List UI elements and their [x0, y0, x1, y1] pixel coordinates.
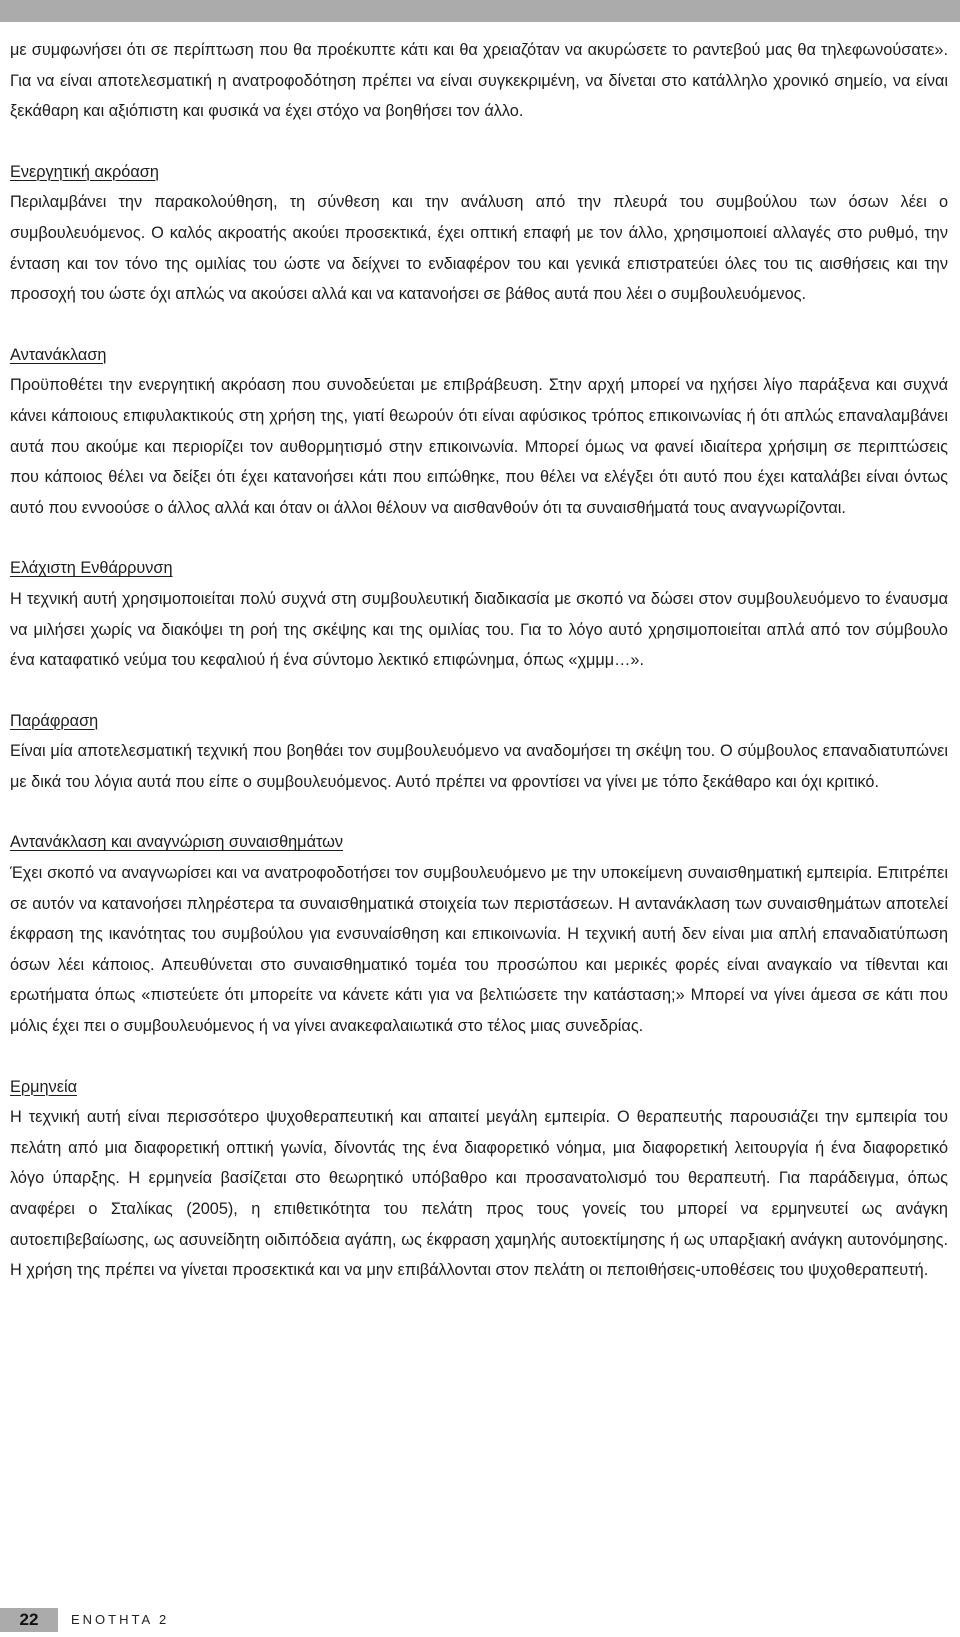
intro-paragraph: με συμφωνήσει ότι σε περίπτωση που θα προέκυπτε κάτι και θα χρειαζόταν να ακυρώσετε το ραντεβού μας θα τηλεφωνούσατε». Για να είναι αποτελεσματική η ανατροφοδότηση πρέπει να είναι συγκεκριμένη, να δίνεται στο κατάλληλο χρονικό σημείο, να είναι ξεκάθαρη και αξιόπιστη και φυσικά να έχει στόχο να βοηθήσει τον άλλο. [10, 41, 948, 121]
section-heading: Αντανάκλαση και αναγνώριση συναισθημάτων [10, 833, 344, 852]
section-heading: Ενεργητική ακρόαση [10, 162, 159, 181]
header-rule [0, 0, 960, 22]
section-heading: Ερμηνεία [10, 1077, 77, 1096]
document-body [10, 35, 948, 1286]
section-feelings-reflection [10, 827, 948, 1041]
section-heading: Ελάχιστη Ενθάρρυνση [10, 559, 173, 578]
section-heading: Παράφραση [10, 711, 99, 730]
chapter-label: ΕΝΟΤΗΤΑ 2 [71, 1612, 170, 1627]
page-number: 22 [0, 1608, 58, 1632]
section-body: Έχει σκοπό να αναγνωρίσει και να ανατροφοδοτήσει τον συμβουλευόμενο με την υποκείμενη συναισθηματική εμπειρία. Επιτρέπει σε αυτόν να κατανοήσει πληρέστερα τα συναισθηματικά στοιχεία των περιστάσεων. Η αντανάκλαση των συναισθημάτων αποτελεί έκφραση της ικανότητας του συμβούλου για ενσυναίσθηση και επικοινωνία. Η τεχνική αυτή δεν είναι μια απλή επαναδιατύπωση όσων λέει κάποιος. Απευθύνεται στο συναισθηματικό τομέα του προσώπου και μερικές φορές είναι αναγκαίο να τίθενται και ερωτήματα όπως «πιστεύετε ότι μπορείτε να κάνετε κάτι για να βελτιώσετε την κατάσταση;» Μπορεί να γίνει άμεσα σε κάτι που μόλις έχει πει ο συμβουλευόμενος ή να γίνει ανακεφαλαιωτικά στο τέλος μιας συνεδρίας. [10, 864, 948, 1036]
section-body: Η τεχνική αυτή χρησιμοποιείται πολύ συχνά στη συμβουλευτική διαδικασία με σκοπό να δώσει στον συμβουλευόμενο το έναυσμα να μιλήσει χωρίς να διακόψει τη ροή της σκέψης και της ομιλίας του. Για το λόγο αυτό χρησιμοποιείται απλά από τον σύμβουλο ένα καταφατικό νεύμα του κεφαλιού ή ένα σύντομο λεκτικό επιφώνημα, όπως «χμμμ…». [10, 589, 948, 670]
section-minimal-encouragement [10, 553, 948, 675]
section-body: Είναι μία αποτελεσματική τεχνική που βοηθάει τον συμβουλευόμενο να αναδομήσει τη σκέψη του. Ο σύμβουλος επαναδιατυπώνει με δικά του λόγια αυτά που είπε ο συμβουλευόμενος. Αυτό πρέπει να φροντίσει να γίνει με τόπο ξεκάθαρο και όχι κριτικό. [10, 742, 948, 791]
section-paraphrase [10, 706, 948, 798]
section-interpretation [10, 1072, 948, 1286]
section-body: Περιλαμβάνει την παρακολούθηση, τη σύνθεση και την ανάλυση από την πλευρά του συμβούλου των όσων λέει ο συμβουλευόμενος. Ο καλός ακροατής ακούει προσεκτικά, έχει οπτική επαφή με τον άλλο, χρησιμοποιεί αλλαγές στο ρυθμό, την ένταση και τον τόνο της ομιλίας του ώστε να δείχνει το ενδιαφέρον του και γενικά επιστρατεύει όλες του τις αισθήσεις και την προσοχή του ώστε όχι απλώς να ακούσει αλλά και να κατανοήσει σε βάθος αυτά που λέει ο συμβουλευόμενος. [10, 193, 948, 304]
section-reflection [10, 340, 948, 524]
page-footer [0, 1602, 960, 1637]
section-body: Προϋποθέτει την ενεργητική ακρόαση που συνοδεύεται με επιβράβευση. Στην αρχή μπορεί να ηχήσει λίγο παράξενα και συχνά κάνει κάποιους επιφυλακτικούς στη χρήση της, γιατί θεωρούν ότι είναι αφύσικος τρόπος επικοινωνίας ή ότι απλώς επαναλαμβάνει αυτά που ακούμε και περιορίζει τον αυθορμητισμό στην επικοινωνία. Μπορεί όμως να φανεί ιδιαίτερα χρήσιμη σε περιπτώσεις που κάποιος θέλει να δείξει ότι έχει κατανοήσει κάτι που ειπώθηκε, που θέλει να ελέγξει ότι αυτό που έχει καταλάβει είναι όντως αυτό που εννοούσε ο άλλος αλλά και όταν οι άλλοι θέλουν να αισθανθούν ότι τα συναισθήματά τους αναγνωρίζονται. [10, 376, 948, 517]
section-active-listening [10, 157, 948, 310]
section-heading: Αντανάκλαση [10, 345, 107, 364]
section-body: Η τεχνική αυτή είναι περισσότερο ψυχοθεραπευτική και απαιτεί μεγάλη εμπειρία. Ο θεραπευτής παρουσιάζει την εμπειρία του πελάτη από μια διαφορετική οπτική γωνία, δίνοντάς της ένα διαφορετικό νόημα, μια διαφορετική λειτουργία ή ένα διαφορετικό λόγο ύπαρξης. Η ερμηνεία βασίζεται στο θεωρητικό υπόβαθρο και προσανατολισμό του θεραπευτή. Για παράδειγμα, όπως αναφέρει ο Σταλίκας (2005), η επιθετικότητα του πελάτη προς τους γονείς του μπορεί να ερμηνευτεί ως ανάγκη αυτοεπιβεβαίωσης, ως ασυνείδητη οιδιπόδεια αγάπη, ως έκφραση χαμηλής αυτοεκτίμησης ή ως υπαρξιακή ανάγκη αυτονόμησης. Η χρήση της πρέπει να γίνεται προσεκτικά και να μην επιβάλλονται στον πελάτη οι πεποιθήσεις-υποθέσεις του ψυχοθεραπευτή. [10, 1108, 948, 1280]
